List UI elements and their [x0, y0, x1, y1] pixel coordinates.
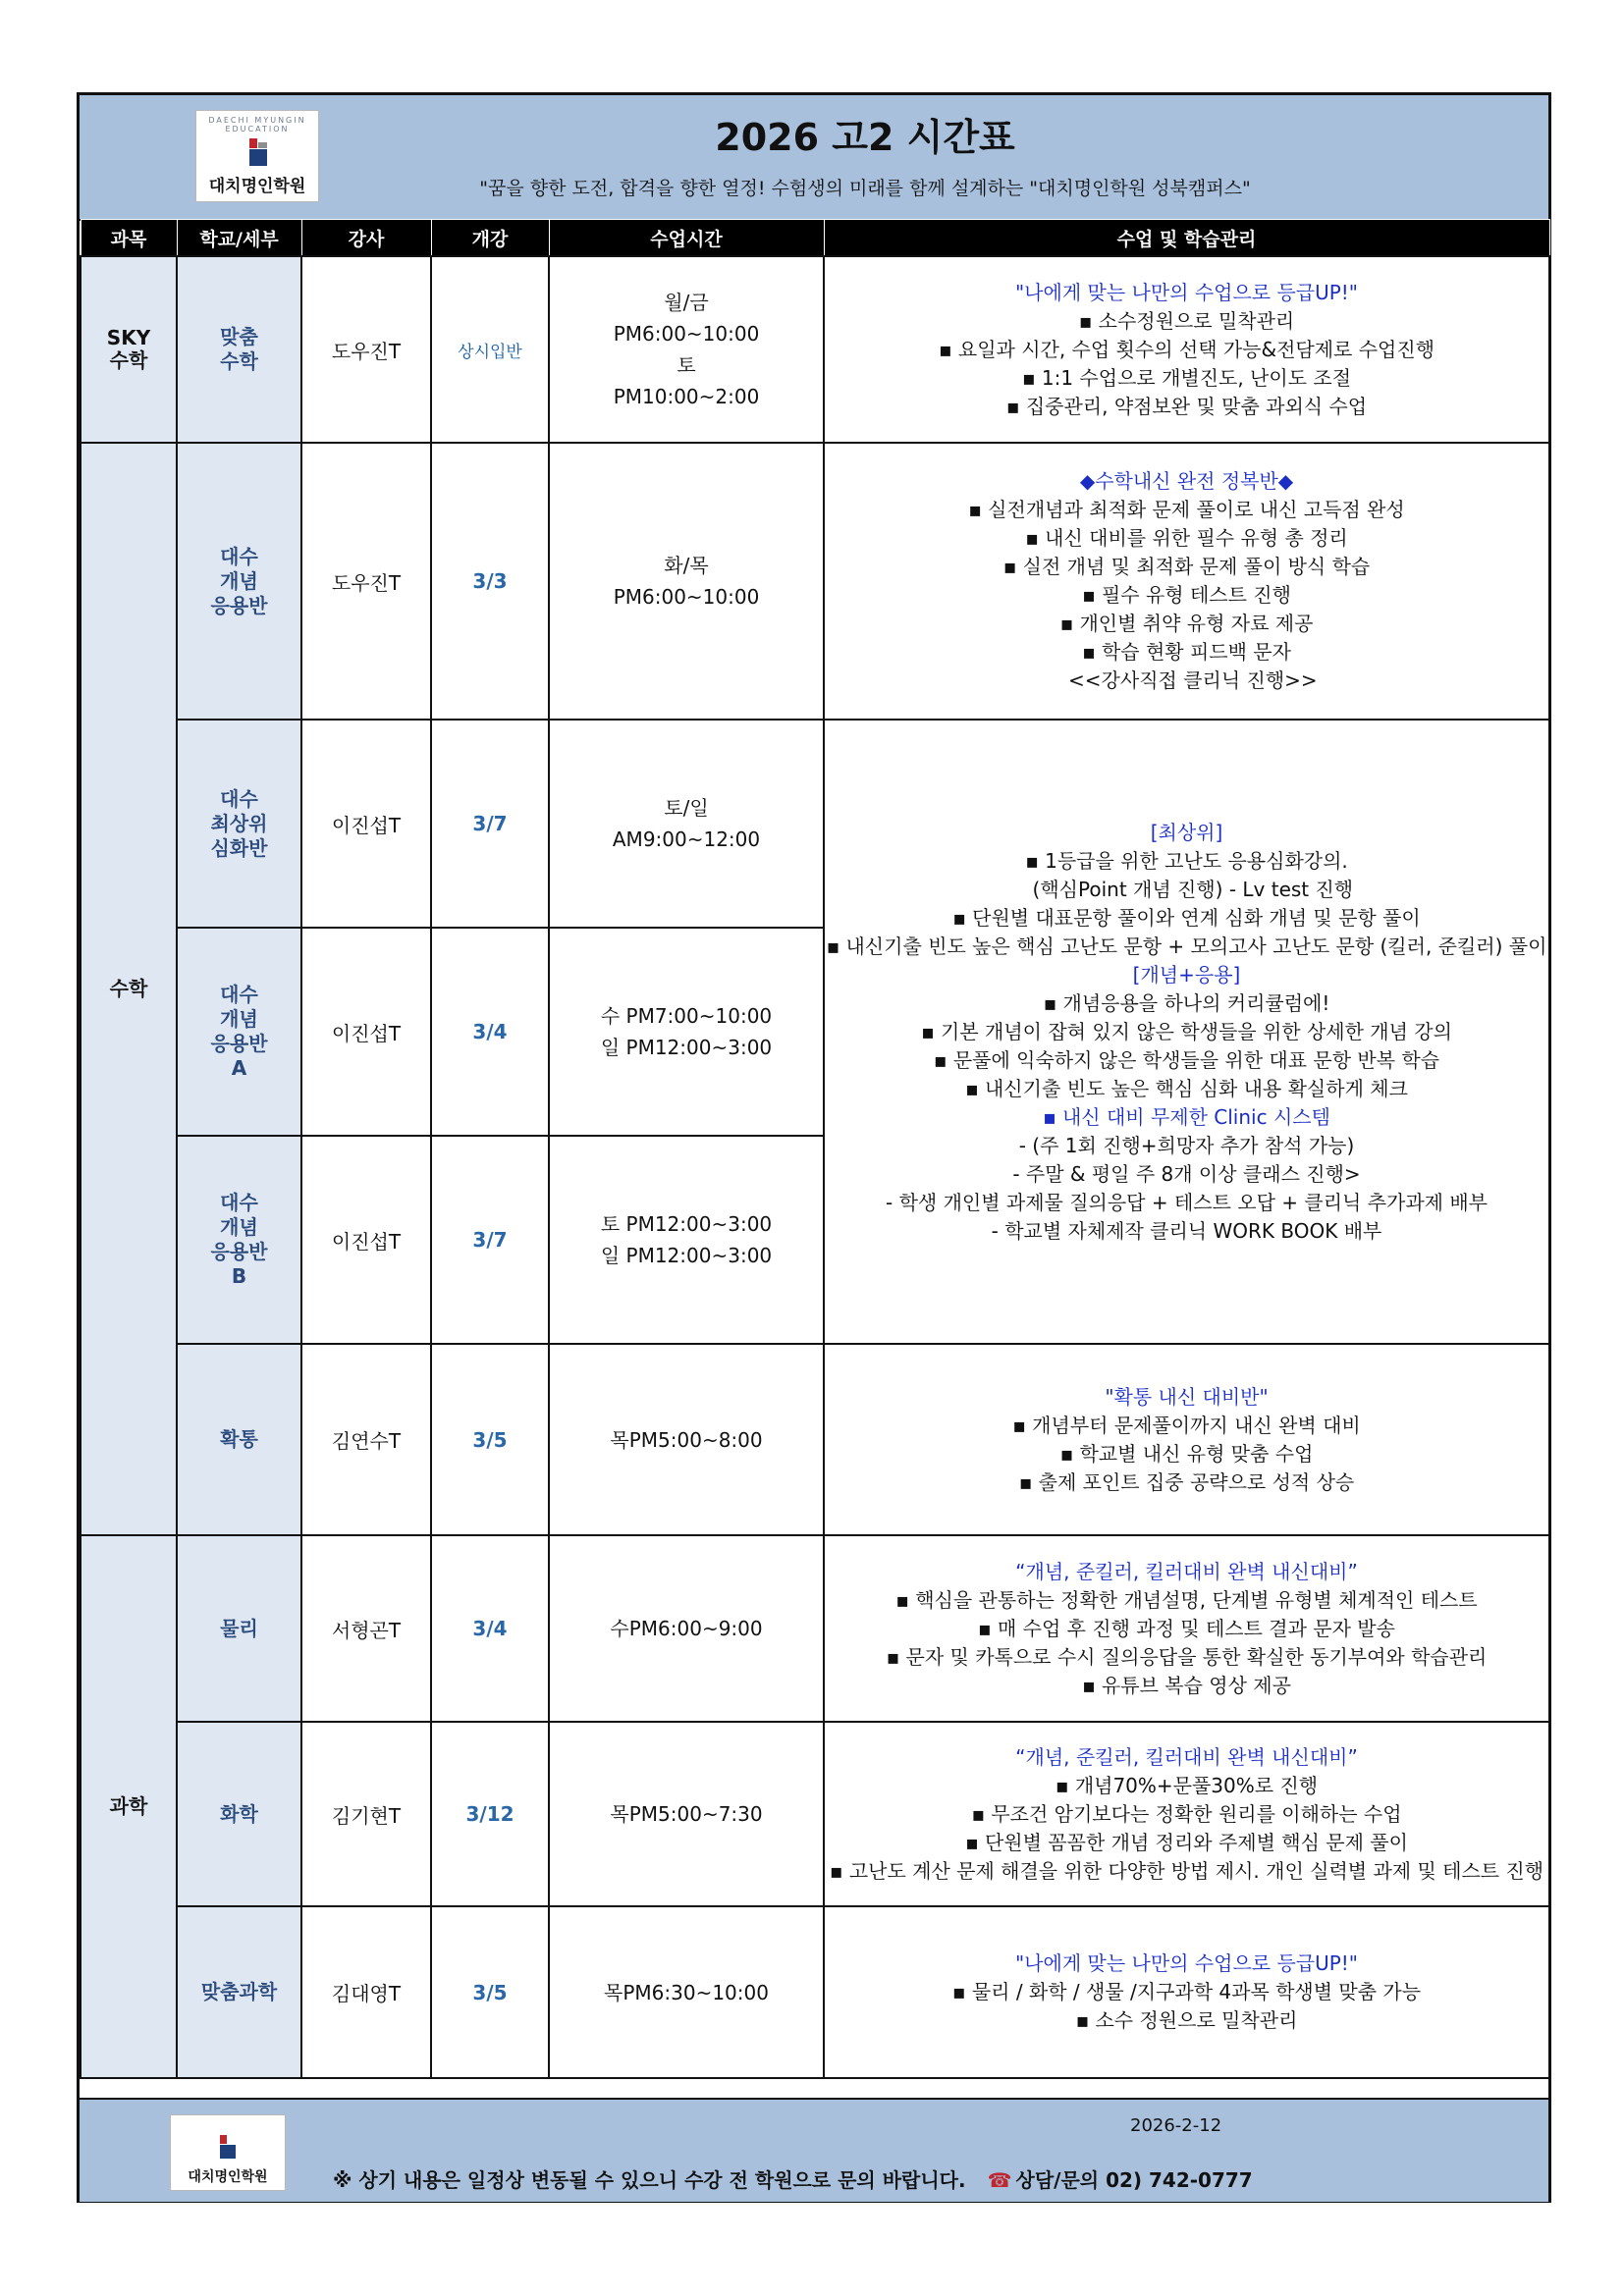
description-cell — [824, 1535, 1549, 1722]
class-time-cell: 목PM5:00~8:00 — [549, 1344, 824, 1535]
description-line: ▪ 소수정원으로 밀착관리 — [1078, 308, 1295, 333]
start-date-cell: 3/12 — [431, 1722, 549, 1906]
description-line: ▪ 1등급을 위한 고난도 응용심화강의. — [1025, 848, 1348, 873]
description-line: ▪ 매 수업 후 진행 과정 및 테스트 결과 문자 발송 — [978, 1616, 1395, 1640]
class-name-cell: 대수 개념 응용반 B — [177, 1136, 301, 1344]
start-date-cell: 3/5 — [431, 1906, 549, 2078]
description-line: [개념+응용] — [1132, 962, 1241, 987]
table-row — [81, 720, 1549, 928]
description-line: ▪ 단원별 대표문항 풀이와 연계 심화 개념 및 문항 풀이 — [952, 905, 1421, 930]
description-line: ◆수학내신 완전 정복반◆ — [1079, 469, 1294, 493]
description-line: ▪ 내신 대비를 위한 필수 유형 총 정리 — [1025, 526, 1348, 550]
description-line: ▪ 고난도 계산 문제 해결을 위한 다양한 방법 제시. 개인 실력별 과제 및 테스트 진행 — [829, 1858, 1544, 1883]
description-line: ▪ 물리 / 화학 / 생물 /지구과학 4과목 학생별 맞춤 가능 — [951, 1980, 1422, 2003]
academy-logo: DAECHI MYUNGIN EDUCATION 대치명인학원 — [195, 110, 319, 202]
teacher-cell: 김기현T — [301, 1722, 431, 1906]
description-line: ▪ 실전 개념 및 최적화 문제 풀이 방식 학습 — [1002, 555, 1371, 578]
class-name-cell: 맞춤 수학 — [177, 256, 301, 443]
description-line: ▪ 무조건 암기보다는 정확한 원리를 이해하는 수업 — [971, 1801, 1402, 1826]
class-name-cell: 물리 — [177, 1535, 301, 1722]
start-date-cell: 상시입반 — [431, 256, 549, 443]
description-line: ▪ 필수 유형 테스트 진행 — [1082, 583, 1291, 607]
class-time-cell: 토/일 AM9:00~12:00 — [549, 720, 824, 928]
column-header: 수업시간 — [549, 220, 824, 257]
class-time-cell: 수 PM7:00~10:00 일 PM12:00~3:00 — [549, 928, 824, 1136]
description-line: ▪ 문자 및 카톡으로 수시 질의응답을 통한 확실한 동기부여와 학습관리 — [886, 1644, 1488, 1669]
class-time-cell: 수PM6:00~9:00 — [549, 1535, 824, 1722]
table-row — [81, 1906, 1549, 2078]
description-line: ▪ 내신 대비 무제한 Clinic 시스템 — [1043, 1104, 1330, 1129]
table-header-row — [81, 220, 1549, 257]
timetable-sheet — [77, 92, 1551, 2203]
description-line: "나에게 맞는 나만의 수업으로 등급UP!" — [1014, 1951, 1359, 1975]
description-cell — [824, 720, 1549, 1344]
description-line: - 학생 개인별 과제물 질의응답 + 테스트 오답 + 클리닉 추가과제 배부 — [886, 1190, 1488, 1214]
class-time-cell: 월/금 PM6:00~10:00 토 PM10:00~2:00 — [549, 256, 824, 443]
start-date-cell: 3/3 — [431, 443, 549, 720]
description-cell — [824, 1344, 1549, 1535]
start-date-cell: 3/5 — [431, 1344, 549, 1535]
class-name-cell: 화학 — [177, 1722, 301, 1906]
description-line: "확통 내신 대비반" — [1105, 1384, 1269, 1409]
class-time-cell: 목PM6:30~10:00 — [549, 1906, 824, 2078]
description-line: ▪ 학교별 내신 유형 맞춤 수업 — [1059, 1441, 1314, 1466]
footer-banner — [80, 2098, 1548, 2202]
description-line: ▪ 내신기출 빈도 높은 핵심 심화 내용 확실하게 체크 — [965, 1076, 1408, 1100]
description-line: ▪ 요일과 시간, 수업 횟수의 선택 가능&전담제로 수업진행 — [938, 337, 1435, 361]
page-subtitle: "꿈을 향한 도전, 합격을 향한 열정! 수험생의 미래를 함께 설계하는 "대치명인학원 성북캠퍼스" — [479, 178, 1251, 199]
description-cell — [824, 1906, 1549, 2078]
description-line: - 주말 & 평일 주 8개 이상 클래스 진행> — [1012, 1161, 1361, 1186]
description-line: ▪ 유튜브 복습 영상 제공 — [1082, 1673, 1291, 1697]
description-line: ▪ 소수 정원으로 밀착관리 — [1075, 2008, 1298, 2032]
description-cell — [824, 443, 1549, 720]
description-line: ▪ 단원별 꼼꼼한 개념 정리와 주제별 핵심 문제 풀이 — [965, 1830, 1408, 1854]
header-banner — [80, 95, 1548, 221]
description-line: ▪ 개인별 취약 유형 자료 제공 — [1059, 612, 1314, 635]
class-name-cell: 확통 — [177, 1344, 301, 1535]
footer-date: 2026-2-12 — [1130, 2115, 1222, 2136]
subject-cell: SKY 수학 — [81, 256, 177, 443]
class-name-cell: 대수 최상위 심화반 — [177, 720, 301, 928]
description-line: ▪ 집중관리, 약점보완 및 맞춤 과외식 수업 — [1005, 394, 1368, 418]
description-line: ▪ 내신기출 빈도 높은 핵심 고난도 문항 + 모의고사 고난도 문항 (킬러, 준킬러) 풀이 — [826, 934, 1547, 958]
class-time-cell: 목PM5:00~7:30 — [549, 1722, 824, 1906]
description-line: ▪ 실전개념과 최적화 문제 풀이로 내신 고득점 완성 — [968, 498, 1405, 521]
description-line: ▪ 기본 개념이 잡혀 있지 않은 학생들을 위한 상세한 개념 강의 — [921, 1019, 1452, 1043]
class-name-cell: 대수 개념 응용반 — [177, 443, 301, 720]
description-line: - 학교별 자체제작 클리닉 WORK BOOK 배부 — [991, 1218, 1382, 1243]
description-line: [최상위] — [1150, 820, 1223, 844]
logo-mark-icon — [249, 138, 267, 166]
description-line: ▪ 개념70%+문풀30%로 진행 — [1055, 1773, 1319, 1797]
description-line: “개념, 준킬러, 킬러대비 완벽 내신대비” — [1015, 1744, 1358, 1769]
start-date-cell: 3/7 — [431, 1136, 549, 1344]
start-date-cell: 3/4 — [431, 928, 549, 1136]
class-time-cell: 화/목 PM6:00~10:00 — [549, 443, 824, 720]
table-row — [81, 1722, 1549, 1906]
table-row — [81, 1535, 1549, 1722]
logo-text: 대치명인학원 — [208, 177, 306, 196]
contact-number: 상담/문의 02) 742-0777 — [1015, 2168, 1253, 2192]
teacher-cell: 이진섭T — [301, 1136, 431, 1344]
table-row — [81, 256, 1549, 443]
column-header: 강사 — [301, 220, 431, 257]
phone-icon: ☎ — [987, 2168, 1012, 2192]
teacher-cell: 김연수T — [301, 1344, 431, 1535]
description-line: ▪ 핵심을 관통하는 정확한 개념설명, 단계별 유형별 체계적인 테스트 — [895, 1587, 1478, 1612]
teacher-cell: 서형곤T — [301, 1535, 431, 1722]
teacher-cell: 김대영T — [301, 1906, 431, 2078]
description-line: (핵심Point 개념 진행) - Lv test 진행 — [1019, 877, 1354, 901]
logo-mark-icon — [220, 2135, 236, 2159]
description-cell — [824, 256, 1549, 443]
start-date-cell: 3/4 — [431, 1535, 549, 1722]
description-line: - (주 1회 진행+희망자 추가 참석 가능) — [1018, 1133, 1355, 1157]
subject-cell: 수학 — [81, 443, 177, 1535]
teacher-cell: 이진섭T — [301, 928, 431, 1136]
description-line: ▪ 출제 포인트 집중 공략으로 성적 상승 — [1018, 1469, 1355, 1494]
description-line: <<강사직접 클리닉 진행>> — [1056, 668, 1318, 692]
table-row — [81, 443, 1549, 720]
column-header: 개강 — [431, 220, 549, 257]
description-line: “개념, 준킬러, 킬러대비 완벽 내신대비” — [1015, 1559, 1358, 1583]
description-line: "나에게 맞는 나만의 수업으로 등급UP!" — [1014, 280, 1359, 304]
description-line: ▪ 개념응용을 하나의 커리큘럼에! — [1043, 990, 1330, 1015]
column-header: 학교/세부 — [177, 220, 301, 257]
page-title: 2026 고2 시간표 — [715, 116, 1015, 159]
description-line: ▪ 1:1 수업으로 개별진도, 난이도 조절 — [1021, 365, 1352, 390]
description-line: ▪ 개념부터 문제풀이까지 내신 완벽 대비 — [1012, 1413, 1361, 1437]
teacher-cell: 이진섭T — [301, 720, 431, 928]
teacher-cell: 도우진T — [301, 256, 431, 443]
start-date-cell: 3/7 — [431, 720, 549, 928]
class-name-cell: 맞춤과학 — [177, 1906, 301, 2078]
schedule-table — [80, 219, 1550, 2079]
footer-logo: 대치명인학원 — [170, 2114, 286, 2191]
class-time-cell: 토 PM12:00~3:00 일 PM12:00~3:00 — [549, 1136, 824, 1344]
column-header: 수업 및 학습관리 — [824, 220, 1549, 257]
footer-note: ※ 상기 내용은 일정상 변동될 수 있으니 수강 전 학원으로 문의 바랍니다. ☎ 상담/문의 02) 742-0777 — [333, 2168, 1253, 2192]
column-header: 과목 — [81, 220, 177, 257]
description-cell — [824, 1722, 1549, 1906]
subject-cell: 과학 — [81, 1535, 177, 2078]
table-row — [81, 1344, 1549, 1535]
teacher-cell: 도우진T — [301, 443, 431, 720]
class-name-cell: 대수 개념 응용반 A — [177, 928, 301, 1136]
description-line: ▪ 학습 현황 피드백 문자 — [1082, 640, 1291, 664]
description-line: ▪ 문풀에 익숙하지 않은 학생들을 위한 대표 문항 반복 학습 — [933, 1047, 1440, 1072]
